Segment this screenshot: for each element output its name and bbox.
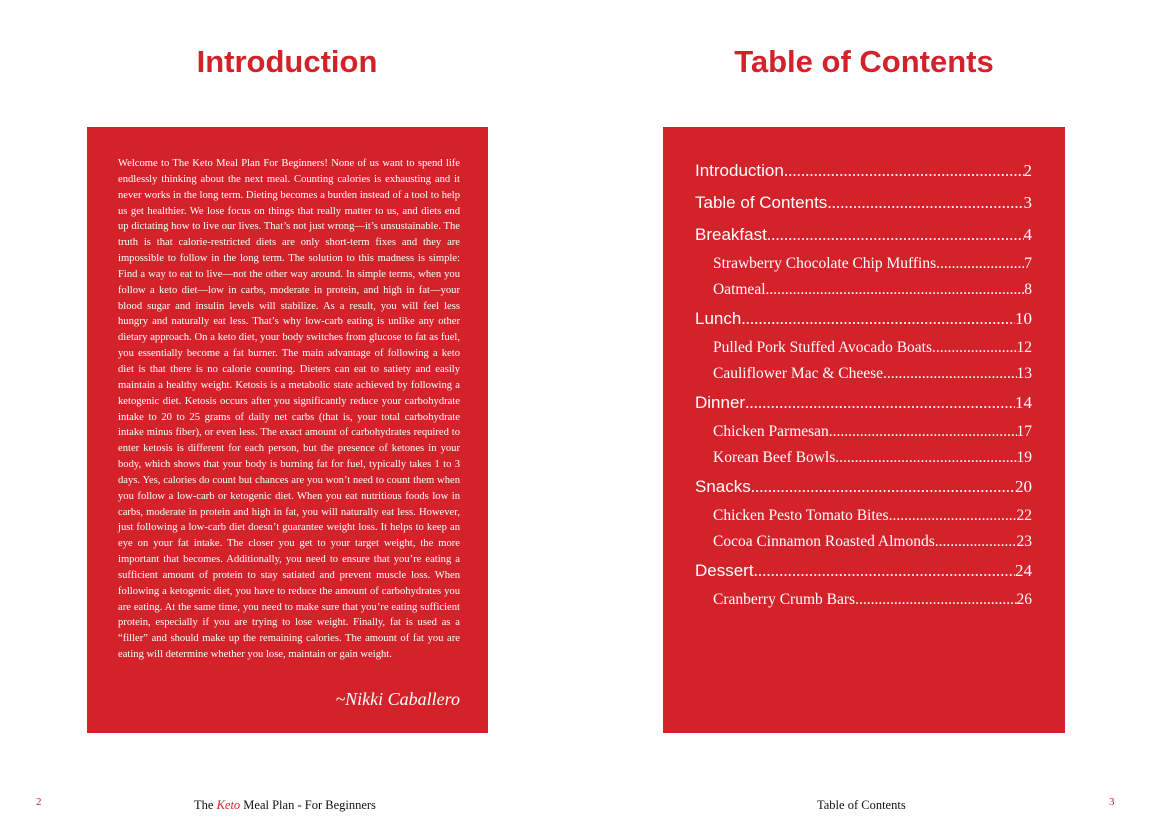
toc-leader-dots: [855, 587, 1016, 613]
toc-subentry[interactable]: [695, 503, 1032, 529]
toc-entry-title: Dessert: [695, 561, 754, 580]
toc-entry-page: 17: [1016, 423, 1032, 440]
toc-subentry[interactable]: [695, 529, 1032, 555]
toc-entry[interactable]: [695, 303, 1032, 335]
toc-entry-title: Cranberry Crumb Bars: [713, 591, 856, 608]
toc-entry-title: Cauliflower Mac & Cheese: [713, 365, 884, 382]
author-signature: ~Nikki Caballero: [335, 689, 460, 709]
page-number-right: 3: [1109, 796, 1115, 808]
toc-entry-page: 22: [1016, 507, 1032, 524]
toc-entry-title: Cocoa Cinnamon Roasted Almonds: [713, 533, 935, 550]
toc-leader-dots: [754, 555, 1015, 587]
toc-entry-page: 13: [1016, 365, 1032, 382]
toc-list: [695, 155, 1032, 613]
toc-entry-title: Korean Beef Bowls: [713, 449, 836, 466]
toc-entry-page: 3: [1023, 193, 1032, 212]
toc-leader-dots: [835, 445, 1016, 471]
toc-entry-page: 8: [1024, 281, 1032, 298]
toc-leader-dots: [751, 471, 1015, 503]
intro-heading: Introduction: [196, 44, 378, 79]
toc-subentry[interactable]: [695, 445, 1032, 471]
toc-entry[interactable]: [695, 155, 1032, 187]
toc-entry-title: Chicken Pesto Tomato Bites: [713, 507, 889, 524]
toc-entry[interactable]: [695, 387, 1032, 419]
footer-section-title: Table of Contents: [817, 798, 906, 812]
toc-leader-dots: [935, 529, 1017, 555]
footer-book-title: [194, 798, 376, 813]
toc-entry-page: 26: [1016, 591, 1032, 608]
toc-panel: [663, 127, 1065, 733]
toc-entry-page: 14: [1015, 393, 1032, 412]
toc-entry-page: 10: [1015, 309, 1032, 328]
toc-leader-dots: [766, 277, 1025, 303]
footer-the: The: [194, 798, 214, 812]
toc-subentry[interactable]: [695, 335, 1032, 361]
toc-leader-dots: [827, 187, 1023, 219]
toc-leader-dots: [767, 219, 1024, 251]
toc-subentry[interactable]: [695, 251, 1032, 277]
intro-body: [118, 156, 460, 663]
toc-leader-dots: [889, 503, 1017, 529]
toc-leader-dots: [936, 251, 1024, 277]
toc-entry-page: 20: [1015, 477, 1032, 496]
toc-entry[interactable]: [695, 471, 1032, 503]
toc-entry-title: Breakfast: [695, 225, 767, 244]
toc-entry-title: Pulled Pork Stuffed Avocado Boats: [713, 339, 932, 356]
intro-text: Welcome to The Keto Meal Plan For Beginners! None of us want to spend life endlessly thinking about the next meal. Counting calories is exhausting and it never works in the long term. Dieting becomes a burden instead of a tool to help us get healthier. We lose focus on things that really matter to us, and diets end up dictating how to live our lives. That’s not just wrong—it’s unsustainable. The truth is that calorie-restricted diets are only short-term fixes and they are impossible to follow in the long term. The solution to this madness is simple: Find a way to eat to live—not the other way around. In simple terms, when you follow a keto diet—low in carbs, moderate in protein, and high in fat—your blood sugar and insulin levels will stabilize. As a result, you will feel less hungry and naturally eat less. That’s why low-carb eating is unlike any other dietary approach. On a keto diet, your body switches from glucose to fat as fuel, you essentially become a fat burner. The main advantage of following a keto diet is that there is no calorie counting. Dieters can eat to satiety and easily maintain a healthy weight. Ketosis is a metabolic state achieved by following a ketogenic diet. Ketosis occurs after you significantly reduce your carbohydrate intake to 20 to 25 grams of daily net carbs (that is, your total carbohydrate intake minus fiber), or even less. The exact amount of carbohydrates required to enter ketosis is different for each person, but the presence of ketones in your body, which shows that your body is burning fat for fuel, typically takes 1 to 3 days. Yes, calories do count but chances are you won’t need to count them when you follow a low-carb or ketogenic diet. When you eat nutritious foods low in carbs, moderate in protein and high in fat, you will naturally eat less. However, just following a low-carb diet doesn’t guarantee weight loss. It helps to keep an eye on your fat intake. The closer you get to your target weight, the more important that becomes. Additionally, you need to ensure that you’re eating a sufficient amount of protein to stay satiated and prevent muscle loss. When following a ketogenic diet, you have to reduce the amount of carbohydrates you are eating. At the same time, you need to make sure that you’re eating sufficient protein, especially if you are trying to lose weight. Finally, fat is used as a “filler” and should make up the remaining calories. The amount of fat you are eating will determine whether you lose, maintain or gain weight.: [118, 158, 460, 661]
toc-entry-title: Oatmeal: [713, 281, 766, 298]
toc-entry-page: 19: [1016, 449, 1032, 466]
toc-entry[interactable]: [695, 187, 1032, 219]
toc-subentry[interactable]: [695, 277, 1032, 303]
page-number-left: 2: [36, 796, 42, 808]
toc-leader-dots: [745, 387, 1015, 419]
toc-subentry[interactable]: [695, 587, 1032, 613]
toc-entry[interactable]: [695, 555, 1032, 587]
toc-entry[interactable]: [695, 219, 1032, 251]
toc-subentry[interactable]: [695, 361, 1032, 387]
toc-entry-title: Lunch: [695, 309, 742, 328]
toc-entry-page: 24: [1015, 561, 1032, 580]
toc-subentry[interactable]: [695, 419, 1032, 445]
toc-entry-page: 12: [1016, 339, 1032, 356]
toc-leader-dots: [741, 303, 1015, 335]
toc-entry-page: 2: [1023, 161, 1032, 180]
toc-entry-title: Dinner: [695, 393, 746, 412]
toc-heading: Table of Contents: [734, 44, 994, 79]
footer-rest: Meal Plan - For Beginners: [243, 798, 376, 812]
toc-leader-dots: [883, 361, 1016, 387]
toc-leader-dots: [829, 419, 1017, 445]
toc-entry-title: Chicken Parmesan: [713, 423, 829, 440]
intro-panel: [87, 127, 488, 733]
toc-leader-dots: [932, 335, 1017, 361]
toc-leader-dots: [784, 155, 1024, 187]
toc-entry-page: 4: [1023, 225, 1032, 244]
footer-keto: Keto: [216, 798, 241, 812]
toc-entry-page: 7: [1024, 255, 1032, 272]
toc-entry-title: Strawberry Chocolate Chip Muffins: [713, 255, 937, 272]
toc-entry-page: 23: [1016, 533, 1032, 550]
toc-entry-title: Introduction: [695, 161, 784, 180]
toc-entry-title: Table of Contents: [695, 193, 828, 212]
toc-entry-title: Snacks: [695, 477, 751, 496]
